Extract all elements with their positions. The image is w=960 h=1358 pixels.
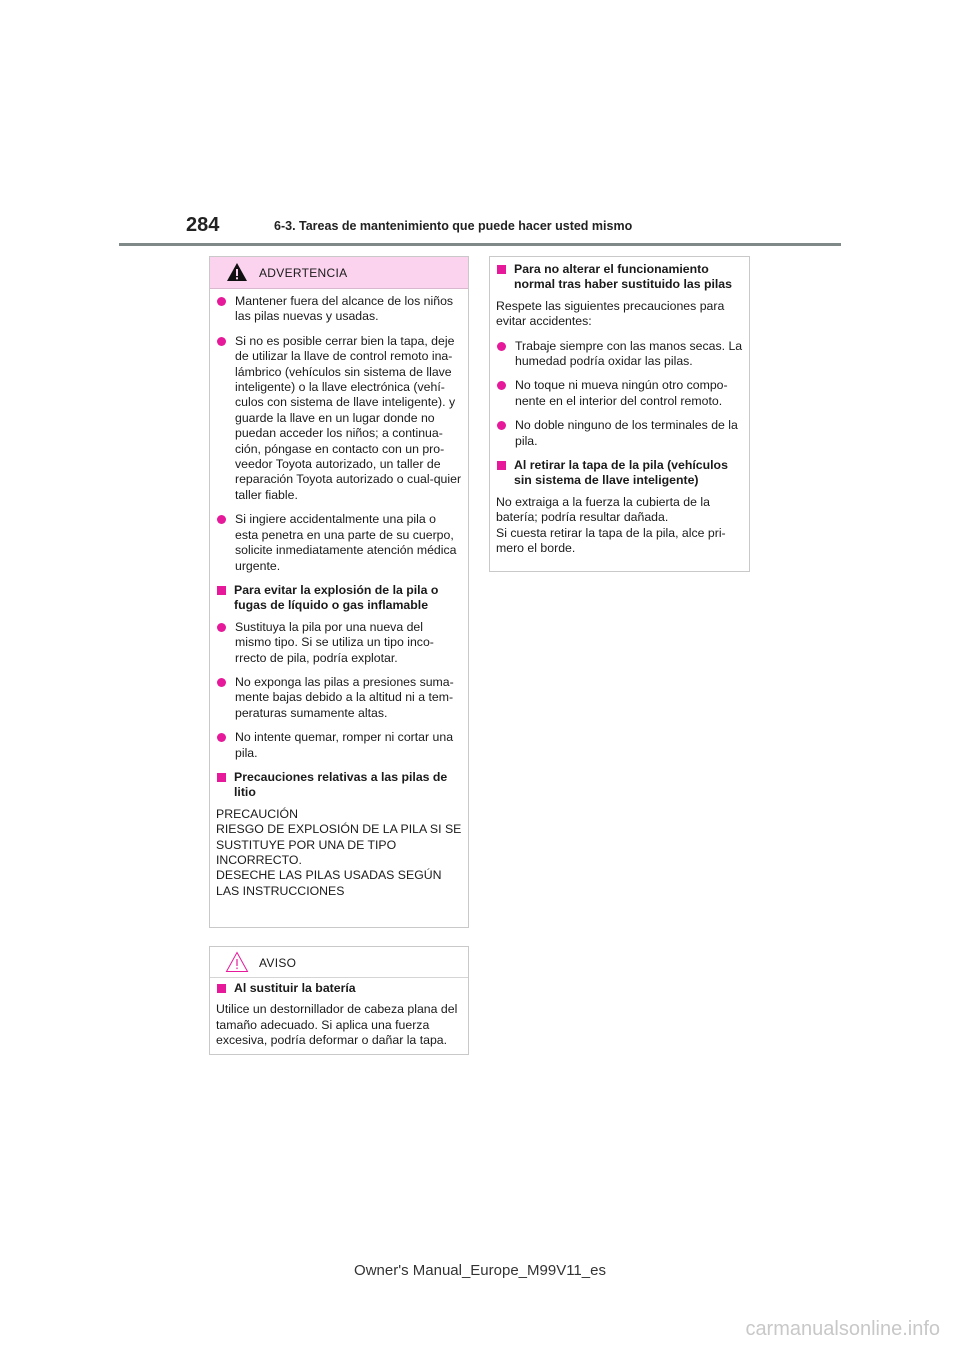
bullet-dot-icon: [217, 515, 226, 524]
bullet-dot-icon: [217, 733, 226, 742]
warning-subheading: Precauciones relativas a las pilas de litio: [216, 770, 462, 801]
notice-subheading: Al sustituir la batería: [216, 981, 462, 996]
warning-label: ADVERTENCIA: [259, 266, 348, 280]
warning-item: No exponga las pilas a presiones suma-mente bajas debido a la altitud ni a tem-peraturas sumamente altas.: [216, 675, 462, 721]
warning-item: Si no es posible cerrar bien la tapa, deje de utilizar la llave de control remoto ina-lámbrico (vehículos sin sistema de llave inteligente) o la llave electrónica (vehí-culos con sistema de llave inteligente). y guarde la llave en un lugar donde no puedan acceder los niños; a continua-ción, póngase en contacto con un pro-veedor Toyota autorizado, un taller de reparación Toyota autorizado o cual-quier taller fiable.: [216, 334, 462, 503]
bullet-dot-icon: [497, 381, 506, 390]
heading-square-icon: [217, 984, 226, 993]
bullet-dot-icon: [217, 337, 226, 346]
bullet-dot-icon: [497, 342, 506, 351]
precaution-subheading: Al retirar la tapa de la pila (vehículos sin sistema de llave inteligente): [496, 458, 743, 489]
warning-item: Mantener fuera del alcance de los niños las pilas nuevas y usadas.: [216, 294, 462, 325]
warning-item: Si ingiere accidentalmente una pila o esta penetra en una parte de su cuerpo, solicite inmediatamente atención médica urgente.: [216, 512, 462, 574]
warning-item: Sustituya la pila por una nueva del mismo tipo. Si se utiliza un tipo inco-rrecto de pila, podría explotar.: [216, 620, 462, 666]
bullet-dot-icon: [217, 297, 226, 306]
notice-box: [209, 946, 469, 1055]
page-number: 284: [186, 214, 220, 236]
notice-label: AVISO: [259, 956, 297, 970]
notice-header: [210, 947, 468, 978]
precaution-item: Trabaje siempre con las manos secas. La humedad podría oxidar las pilas.: [496, 339, 743, 370]
section-title: 6-3. Tareas de mantenimiento que puede hacer usted mismo: [274, 219, 633, 233]
battery-precautions-box: [489, 256, 750, 572]
bullet-dot-icon: [497, 421, 506, 430]
heading-square-icon: [497, 265, 506, 274]
watermark: carmanualsonline.info: [745, 1318, 940, 1340]
precaution-subheading: Para no alterar el funcionamiento normal tras haber sustituido las pilas: [496, 262, 743, 293]
caution-triangle-icon: [225, 951, 249, 973]
header-divider: [119, 243, 841, 246]
warning-header: [210, 257, 468, 289]
document-footer: Owner's Manual_Europe_M99V11_es: [354, 1262, 606, 1279]
heading-square-icon: [217, 773, 226, 782]
warning-subheading: Para evitar la explosión de la pila o fugas de líquido o gas inflamable: [216, 583, 462, 614]
lithium-caution-text: PRECAUCIÓN RIESGO DE EXPLOSIÓN DE LA PILA SI SE SUSTITUYE POR UNA DE TIPO INCORRECTO. DESECHE LAS PILAS USADAS SEGÚN LAS INSTRUCCIONES: [216, 806, 462, 898]
notice-text: Utilice un destornillador de cabeza plana del tamaño adecuado. Si aplica una fuerza excesiva, podría deformar o dañar la tapa.: [216, 1002, 458, 1048]
heading-square-icon: [217, 586, 226, 595]
warning-item: No intente quemar, romper ni cortar una pila.: [216, 730, 462, 761]
precaution-item: No toque ni mueva ningún otro compo-nente en el interior del control remoto.: [496, 378, 743, 409]
cover-removal-text: No extraiga a la fuerza la cubierta de la batería; podría resultar dañada. Si cuesta retirar la tapa de la pila, alce pri-mero el borde.: [496, 494, 726, 556]
heading-square-icon: [497, 461, 506, 470]
precaution-intro: Respete las siguientes precauciones para evitar accidentes:: [496, 298, 725, 329]
bullet-dot-icon: [217, 678, 226, 687]
precaution-item: No doble ninguno de los terminales de la pila.: [496, 418, 743, 449]
warning-triangle-icon: [226, 262, 248, 282]
bullet-dot-icon: [217, 623, 226, 632]
warning-box: [209, 256, 469, 928]
